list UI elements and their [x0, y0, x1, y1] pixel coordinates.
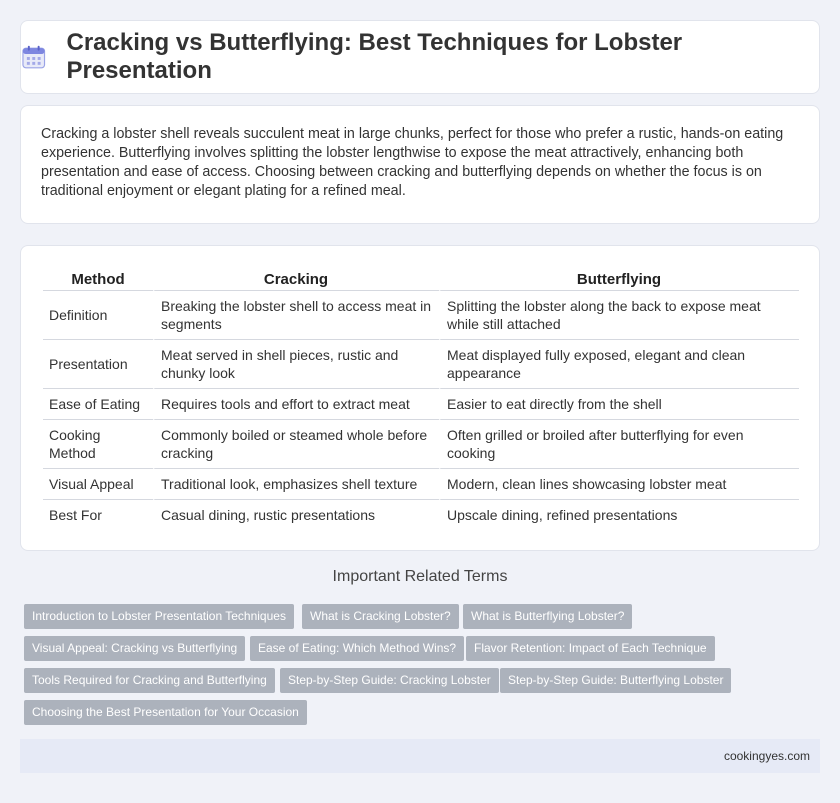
tag-visual-appeal[interactable]: Visual Appeal: Cracking vs Butterflying — [24, 636, 245, 661]
footer — [20, 739, 820, 773]
table-row — [43, 499, 799, 530]
table-row — [43, 339, 799, 388]
row-butterflying: Easier to eat directly from the shell — [439, 388, 799, 419]
row-butterflying: Often grilled or broiled after butterflying for even cooking — [439, 419, 799, 468]
header-cracking: Cracking — [263, 270, 329, 288]
table-row — [43, 419, 799, 468]
row-method: Cooking Method — [43, 419, 153, 468]
row-method: Definition — [43, 290, 153, 339]
row-cracking: Meat served in shell pieces, rustic and chunky look — [153, 339, 439, 388]
row-cracking: Requires tools and effort to extract meat — [153, 388, 439, 419]
row-method: Ease of Eating — [43, 388, 153, 419]
row-cracking: Breaking the lobster shell to access meat in segments — [153, 290, 439, 339]
comparison-table — [43, 262, 799, 530]
row-method: Presentation — [43, 339, 153, 388]
related-terms-title: Important Related Terms — [332, 568, 508, 585]
header-method: Method — [71, 270, 125, 288]
row-method: Visual Appeal — [43, 468, 153, 499]
table-row — [43, 388, 799, 419]
tag-ease-of-eating[interactable]: Ease of Eating: Which Method Wins? — [250, 636, 464, 661]
row-butterflying: Meat displayed fully exposed, elegant and clean appearance — [439, 339, 799, 388]
intro-text: Cracking a lobster shell reveals succulent meat in large chunks, perfect for those who prefer a rustic, hands-on eating experience. Butterflying involves splitting the lobster lengthwise to expose the meat attractively, enhancing both presentation and ease of access. Choosing between cracking and butterflying depends on whether the focus is on traditional enjoyment or elegant plating for a refined meal. — [41, 126, 784, 199]
row-cracking: Casual dining, rustic presentations — [153, 499, 439, 530]
tag-tools-required[interactable]: Tools Required for Cracking and Butterflying — [24, 668, 275, 693]
table-row — [43, 290, 799, 339]
tag-guide-butterflying[interactable]: Step-by-Step Guide: Butterflying Lobster — [500, 668, 731, 693]
row-cracking: Commonly boiled or steamed whole before cracking — [153, 419, 439, 468]
tag-guide-cracking[interactable]: Step-by-Step Guide: Cracking Lobster — [280, 668, 499, 693]
table-row — [43, 468, 799, 499]
tag-flavor-retention[interactable]: Flavor Retention: Impact of Each Technique — [466, 636, 715, 661]
calendar-icon — [21, 44, 46, 70]
related-terms-section — [0, 568, 840, 600]
tag-intro-presentation[interactable]: Introduction to Lobster Presentation Techniques — [24, 604, 294, 629]
header-card — [20, 20, 820, 94]
row-cracking: Traditional look, emphasizes shell texture — [153, 468, 439, 499]
row-method: Best For — [43, 499, 153, 530]
row-butterflying: Upscale dining, refined presentations — [439, 499, 799, 530]
tag-choosing-presentation[interactable]: Choosing the Best Presentation for Your Occasion — [24, 700, 307, 725]
tag-what-is-butterflying[interactable]: What is Butterflying Lobster? — [463, 604, 632, 629]
intro-card — [20, 105, 820, 224]
row-butterflying: Modern, clean lines showcasing lobster meat — [439, 468, 799, 499]
footer-site[interactable]: cookingyes.com — [723, 749, 810, 763]
table-header-row — [43, 262, 799, 290]
header-butterflying: Butterflying — [576, 270, 662, 288]
comparison-table-card — [20, 245, 820, 551]
tag-what-is-cracking[interactable]: What is Cracking Lobster? — [302, 604, 459, 629]
row-butterflying: Splitting the lobster along the back to expose meat while still attached — [439, 290, 799, 339]
page-title: Cracking vs Butterflying: Best Techniques for Lobster Presentation — [66, 29, 683, 84]
